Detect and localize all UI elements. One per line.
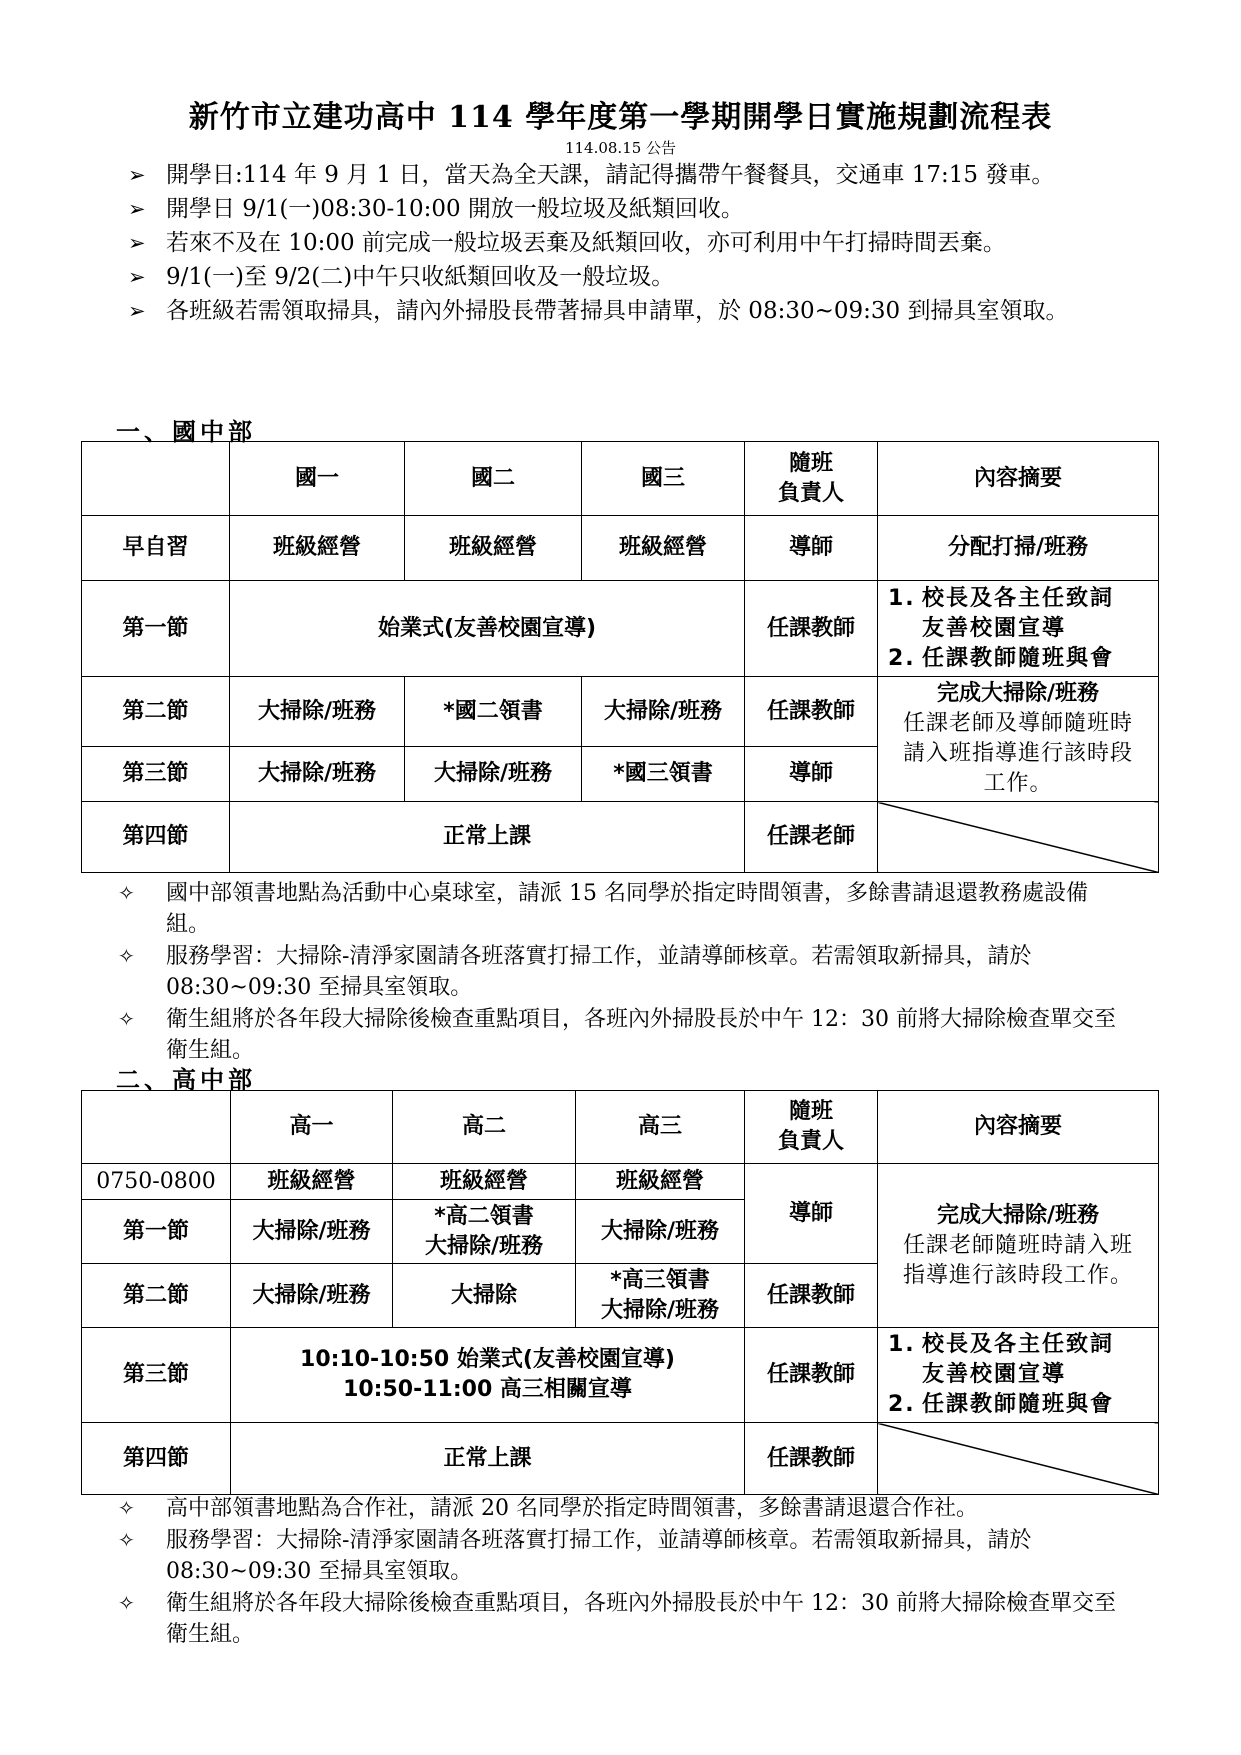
list-text: 友善校園宣導 (922, 615, 1067, 641)
note-item (118, 941, 1128, 1003)
page-title: 新竹市立建功高中 114 學年度第一學期開學日實施規劃流程表 (188, 100, 1053, 135)
arrow-bullet-icon: ➢ (128, 163, 146, 187)
note-text: 服務學習：大掃除-清淨家園請各班落實打掃工作，並請導師核章。若需領取新掃具，請於 08:30~09:30 至掃具室領取。 (166, 1528, 1032, 1584)
intro-bullet (128, 297, 1128, 326)
table-cell: 任課教師 (745, 1423, 878, 1495)
note-item (118, 1493, 1128, 1524)
list-text: 任課教師隨班與會 (922, 1392, 1115, 1417)
cell-line: 大掃除/班務 (600, 1297, 720, 1323)
header-cell: 內容摘要 (878, 442, 1159, 516)
table-cell: 大掃除/班務 (405, 747, 582, 802)
star-bullet-icon: ✧ (118, 1528, 135, 1552)
arrow-bullet-icon: ➢ (128, 299, 146, 323)
table-cell: 班級經營 (230, 516, 405, 581)
star-bullet-icon: ✧ (118, 1007, 135, 1031)
bullet-text: 開學日 9/1(一)08:30-10:00 開放一般垃圾及紙類回收。 (166, 196, 744, 222)
note-text: 衛生組將於各年段大掃除後檢查重點項目，各班內外掃股長於中午 12：30 前將大掃除檢查單交至衛生組。 (166, 1591, 1116, 1647)
summary-line: 任課老師隨班時請入班 (902, 1232, 1133, 1258)
star-bullet-icon: ✧ (118, 944, 135, 968)
star-bullet-icon: ✧ (118, 881, 135, 905)
header-line: 隨班 (788, 450, 833, 476)
table-cell: 大掃除/班務 (231, 1264, 393, 1328)
note-text: 衛生組將於各年段大掃除後檢查重點項目，各班內外掃股長於中午 12：30 前將大掃除檢查單交至衛生組。 (166, 1007, 1116, 1063)
table-row (82, 1164, 1159, 1200)
table-cell: 分配打掃/班務 (878, 516, 1159, 581)
header-line: 負責人 (777, 480, 844, 506)
ordered-list (878, 1330, 1158, 1420)
list-item (888, 644, 1158, 674)
table-cell: 大掃除/班務 (576, 1200, 745, 1264)
announce-date: 114.08.15 公告 (564, 139, 677, 157)
row-label: 0750-0800 (82, 1164, 231, 1200)
diagonal-empty-cell (878, 802, 1159, 873)
table-cell: 任課老師 (745, 802, 878, 873)
diagonal-empty-cell (878, 1423, 1159, 1495)
table-row (82, 1423, 1159, 1495)
header-cell: 內容摘要 (878, 1091, 1159, 1164)
table-row (82, 1328, 1159, 1423)
table-cell: 班級經營 (405, 516, 582, 581)
list-number: 2. (888, 645, 916, 671)
table-cell: 導師 (745, 747, 878, 802)
table-cell: 大掃除/班務 (230, 747, 405, 802)
cell-line: 10:50-11:00 高三相關宣導 (343, 1377, 632, 1402)
list-text: 任課教師隨班與會 (922, 645, 1115, 671)
corner-cell (82, 442, 230, 516)
table-cell (393, 1200, 576, 1264)
table-cell: 班級經營 (582, 516, 745, 581)
summary-list-cell (878, 581, 1159, 677)
header-cell: 高一 (231, 1091, 393, 1164)
row-label: 第三節 (82, 747, 230, 802)
senior-schedule-table (81, 1090, 1159, 1495)
row-label: 第三節 (82, 1328, 231, 1423)
row-label: 第四節 (82, 1423, 231, 1495)
junior-schedule-table (81, 441, 1159, 873)
header-line: 隨班 (788, 1099, 833, 1124)
table-cell: 任課教師 (745, 581, 878, 677)
list-number: 1. (888, 1332, 916, 1357)
table-cell (576, 1264, 745, 1328)
table-row (82, 677, 1159, 747)
star-bullet-icon: ✧ (118, 1496, 135, 1520)
table-cell: 導師 (745, 516, 878, 581)
cell-line: 大掃除/班務 (424, 1233, 544, 1259)
table-header-row (82, 442, 1159, 516)
header-cell: 高三 (576, 1091, 745, 1164)
senior-section-heading: 二、高中部 (116, 1065, 256, 1094)
summary-cell (878, 677, 1159, 802)
table-cell: *國三領書 (582, 747, 745, 802)
header-cell: 高二 (393, 1091, 576, 1164)
arrow-bullet-icon: ➢ (128, 265, 146, 289)
list-item (888, 584, 1158, 614)
table-row (82, 516, 1159, 581)
table-cell: 班級經營 (231, 1164, 393, 1200)
list-item (888, 1390, 1158, 1420)
note-item (118, 1525, 1128, 1587)
cell-line: 10:10-10:50 始業式(友善校園宣導) (300, 1347, 675, 1372)
junior-section-heading: 一、國中部 (116, 417, 256, 446)
list-text: 校長及各主任致詞 (922, 585, 1115, 611)
summary-list-cell (878, 1328, 1159, 1423)
table-cell: 任課教師 (745, 1328, 878, 1423)
note-text: 服務學習：大掃除-清淨家園請各班落實打掃工作，並請導師核章。若需領取新掃具，請於 08:30~09:30 至掃具室領取。 (166, 944, 1032, 1000)
star-bullet-icon: ✧ (118, 1591, 135, 1615)
intro-bullet (128, 229, 1128, 258)
row-label: 第二節 (82, 677, 230, 747)
merged-cell: 正常上課 (230, 802, 745, 873)
merged-cell (231, 1328, 745, 1423)
header-line: 負責人 (777, 1129, 844, 1154)
corner-cell (82, 1091, 231, 1164)
ordered-list (878, 584, 1158, 674)
note-text: 國中部領書地點為活動中心桌球室，請派 15 名同學於指定時間領書，多餘書請退還教務處設備組。 (166, 881, 1088, 937)
junior-notes (118, 878, 1128, 1067)
list-item-continuation (888, 1360, 1158, 1390)
note-text: 高中部領書地點為合作社，請派 20 名同學於指定時間領書，多餘書請退還合作社。 (166, 1496, 978, 1521)
summary-line: 完成大掃除/班務 (936, 1202, 1100, 1228)
table-row (82, 802, 1159, 873)
summary-cell (878, 1164, 1159, 1328)
bullet-text: 若來不及在 10:00 前完成一般垃圾丟棄及紙類回收，亦可利用中午打掃時間丟棄。 (166, 230, 1006, 256)
row-label: 第一節 (82, 1200, 231, 1264)
list-item-continuation (888, 614, 1158, 644)
summary-line: 請入班指導進行該時段 (902, 741, 1133, 766)
cell-line: *高二領書 (434, 1203, 534, 1229)
table-header-row (82, 1091, 1159, 1164)
header-cell: 國三 (582, 442, 745, 516)
bullet-text: 各班級若需領取掃具，請內外掃股長帶著掃具申請單，於 08:30~09:30 到掃具室領取。 (166, 298, 1069, 324)
cell-line: *高三領書 (610, 1267, 710, 1293)
summary-line: 任課老師及導師隨班時 (902, 711, 1133, 736)
merged-cell: 始業式(友善校園宣導) (230, 581, 745, 677)
row-label: 第一節 (82, 581, 230, 677)
summary-line: 完成大掃除/班務 (936, 681, 1100, 706)
row-label: 第二節 (82, 1264, 231, 1328)
arrow-bullet-icon: ➢ (128, 197, 146, 221)
row-label: 早自習 (82, 516, 230, 581)
table-cell: 班級經營 (393, 1164, 576, 1200)
note-item (118, 1004, 1128, 1066)
table-cell: *國二領書 (405, 677, 582, 747)
table-cell: 大掃除/班務 (231, 1200, 393, 1264)
table-cell: 大掃除/班務 (582, 677, 745, 747)
row-label: 第四節 (82, 802, 230, 873)
senior-notes (118, 1493, 1128, 1651)
table-cell: 任課教師 (745, 677, 878, 747)
bullet-text: 開學日:114 年 9 月 1 日，當天為全天課，請記得攜帶午餐餐具，交通車 17:15 發車。 (166, 162, 1055, 188)
note-item (118, 878, 1128, 940)
note-item (118, 1588, 1128, 1650)
intro-bullet (128, 263, 1128, 292)
list-item (888, 1330, 1158, 1360)
table-cell: 導師 (745, 1164, 878, 1264)
table-cell: 大掃除/班務 (230, 677, 405, 747)
intro-bullet (128, 161, 1128, 190)
header-cell: 國一 (230, 442, 405, 516)
table-cell: 大掃除 (393, 1264, 576, 1328)
table-cell: 班級經營 (576, 1164, 745, 1200)
list-number: 2. (888, 1392, 916, 1417)
list-text: 校長及各主任致詞 (922, 1332, 1115, 1357)
intro-bullet-list (128, 161, 1128, 331)
intro-bullet (128, 195, 1128, 224)
summary-line: 指導進行該時段工作。 (902, 1262, 1133, 1288)
merged-cell: 正常上課 (231, 1423, 745, 1495)
table-cell: 任課教師 (745, 1264, 878, 1328)
arrow-bullet-icon: ➢ (128, 231, 146, 255)
summary-line: 工作。 (983, 771, 1053, 796)
list-text: 友善校園宣導 (922, 1362, 1067, 1387)
header-cell: 國二 (405, 442, 582, 516)
bullet-text: 9/1(一)至 9/2(二)中午只收紙類回收及一般垃圾。 (166, 264, 675, 290)
header-cell-responsible (745, 1091, 878, 1164)
header-cell-responsible (745, 442, 878, 516)
table-row (82, 581, 1159, 677)
list-number: 1. (888, 585, 916, 611)
